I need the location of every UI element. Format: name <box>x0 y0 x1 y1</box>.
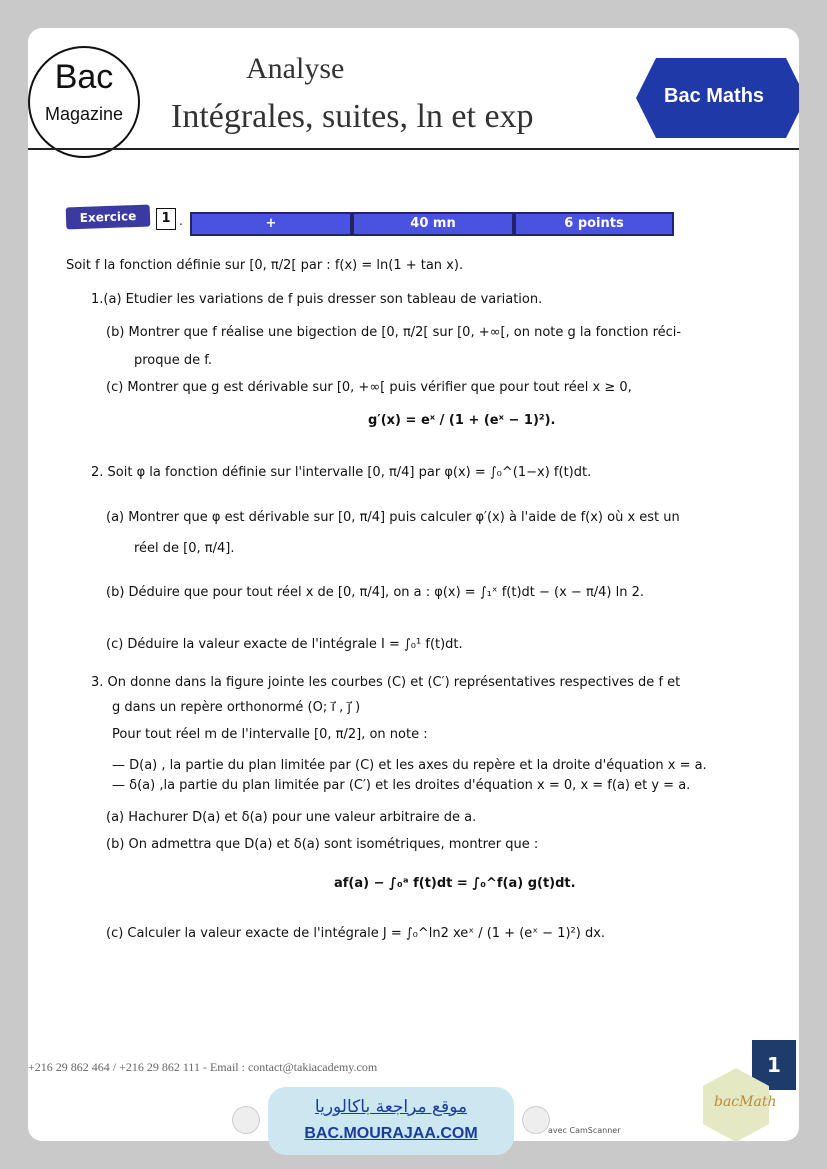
exercise-dot: . <box>179 214 183 228</box>
question-3b-formula: af(a) − ∫₀ᵃ f(t)dt = ∫₀^f(a) g(t)dt. <box>334 876 576 891</box>
badge-label: Bac Maths <box>664 85 765 107</box>
site-name-arabic[interactable]: موقع مراجعة باكالوريا <box>314 1097 468 1117</box>
question-3a: (a) Hachurer D(a) et δ(a) pour une valeur arbitraire de a. <box>106 810 477 825</box>
bac-maths-badge <box>636 58 799 138</box>
sticker-label: bacMath <box>714 1094 777 1110</box>
question-1a: 1.(a) Etudier les variations de f puis dresser son tableau de variation. <box>91 292 543 307</box>
bac-magazine-logo <box>28 46 140 158</box>
exercise-bar-type: + <box>190 212 352 236</box>
site-banner[interactable] <box>268 1087 514 1155</box>
question-3-line1: 3. On donne dans la figure jointe les courbes (C) et (C′) représentatives respectives de f et <box>91 675 681 690</box>
title-topic: Intégrales, suites, ln et exp <box>171 98 534 135</box>
intro-line: Soit f la fonction définie sur [0, π/2[ par : f(x) = ln(1 + tan x). <box>66 258 464 273</box>
question-2a-line1: (a) Montrer que φ est dérivable sur [0, π/4] puis calculer φ′(x) à l'aide de f(x) où x est un <box>106 510 680 525</box>
footer-contact: +216 29 862 464 / +216 29 862 111 - Email : contact@takiacademy.com <box>28 1060 378 1074</box>
question-2c: (c) Déduire la valeur exacte de l'intégrale I = ∫₀¹ f(t)dt. <box>106 637 463 652</box>
logo-line2: Magazine <box>44 104 124 124</box>
header-divider <box>28 148 799 150</box>
left-site-icon <box>232 1106 260 1134</box>
page-number: 1 <box>752 1040 796 1090</box>
question-1b-line2: proque de f. <box>134 353 213 368</box>
title-subject: Analyse <box>246 52 345 85</box>
document-page <box>28 28 799 1141</box>
question-3-line3: Pour tout réel m de l'intervalle [0, π/2], on note : <box>112 727 428 742</box>
question-1c: (c) Montrer que g est dérivable sur [0, +∞[ puis vérifier que pour tout réel x ≥ 0, <box>106 380 632 395</box>
exercise-bar-duration: 40 mn <box>352 212 514 236</box>
question-1b-line1: (b) Montrer que f réalise une bigection de [0, π/2[ sur [0, +∞[, on note g la fonction réci- <box>106 325 682 340</box>
right-site-icon <box>522 1106 550 1134</box>
question-2a-line2: réel de [0, π/4]. <box>134 541 235 556</box>
question-3-item-d: — D(a) , la partie du plan limitée par (C) et les axes du repère et la droite d'équation x = a. <box>112 758 707 773</box>
question-3-line2: g dans un repère orthonormé (O; i⃗ , j⃗ ) <box>112 700 361 715</box>
question-2b: (b) Déduire que pour tout réel x de [0, π/4], on a : φ(x) = ∫₁ˣ f(t)dt − (x − π/4) ln 2. <box>106 585 645 600</box>
question-3b: (b) On admettra que D(a) et δ(a) sont isométriques, montrer que : <box>106 837 539 852</box>
exercise-bar-points: 6 points <box>514 212 674 236</box>
question-1c-formula: g′(x) = eˣ / (1 + (eˣ − 1)²). <box>368 413 556 428</box>
site-url[interactable]: BAC.MOURAJAA.COM <box>304 1125 478 1142</box>
exercise-label: Exercice <box>66 205 151 230</box>
question-3c: (c) Calculer la valeur exacte de l'intégrale J = ∫₀^ln2 xeˣ / (1 + (eˣ − 1)²) dx. <box>106 926 606 941</box>
question-2: 2. Soit φ la fonction définie sur l'intervalle [0, π/4] par φ(x) = ∫₀^(1−x) f(t)dt. <box>91 465 592 480</box>
exercise-number: 1 <box>156 208 176 230</box>
scanner-credit: avec CamScanner <box>548 1126 621 1135</box>
question-3-item-delta: — δ(a) ,la partie du plan limitée par (C′) et les droites d'équation x = 0, x = f(a) et y = a. <box>112 778 691 793</box>
logo-line1: Bac <box>54 58 114 96</box>
